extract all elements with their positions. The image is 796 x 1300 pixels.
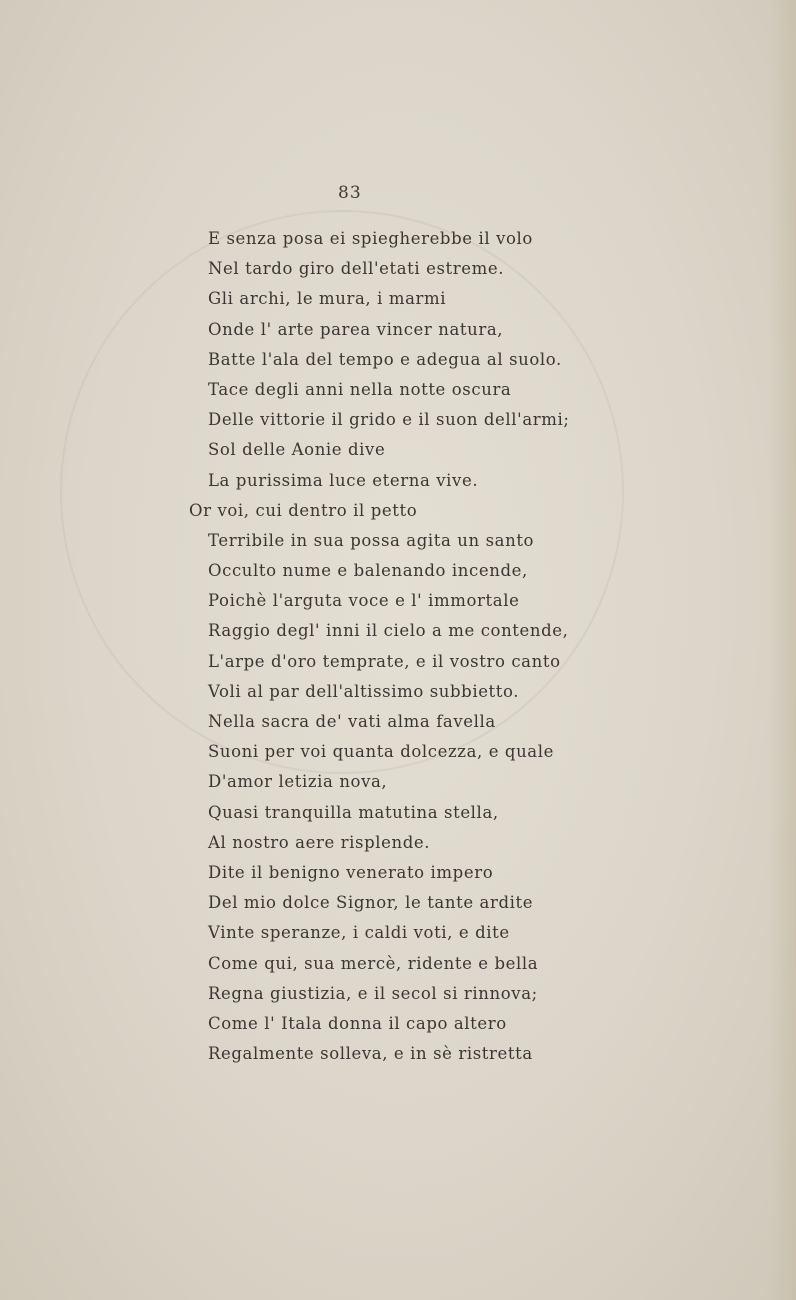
verse-line: Nella sacra de' vati alma favella bbox=[208, 712, 496, 731]
verse-line: Voli al par dell'altissimo subbietto. bbox=[208, 681, 520, 701]
verse-line: Nel tardo giro dell'etati estreme. bbox=[208, 259, 505, 279]
verse-line: Occulto nume e balenando incende, bbox=[208, 561, 528, 581]
verse-line: Del mio dolce Signor, le tante ardite bbox=[208, 893, 534, 913]
verse-line: Or voi, cui dentro il petto bbox=[189, 500, 418, 520]
verse-line: Tace degli anni nella notte oscura bbox=[208, 379, 512, 399]
verse-line: Batte l'ala del tempo e adegua al suolo. bbox=[208, 349, 562, 369]
verse-line: Regalmente solleva, e in sè ristretta bbox=[208, 1044, 533, 1064]
poem-text bbox=[0, 224, 570, 1069]
verse-line: La purissima luce eterna vive. bbox=[208, 470, 479, 490]
verse-line: Vinte speranze, i caldi voti, e dite bbox=[208, 923, 510, 943]
page-number: 83 bbox=[338, 183, 362, 203]
verse-line: Gli archi, le mura, i marmi bbox=[208, 289, 447, 309]
verse-line: Come l' Itala donna il capo altero bbox=[208, 1013, 507, 1033]
verse-line: Quasi tranquilla matutina stella, bbox=[208, 802, 499, 822]
verse-line: Sol delle Aonie dive bbox=[208, 440, 386, 460]
page-edge-shadow bbox=[768, 0, 796, 1300]
verse-line: Al nostro aere risplende. bbox=[208, 832, 431, 852]
verse-line: L'arpe d'oro temprate, e il vostro canto bbox=[208, 651, 561, 671]
verse-line: Poichè l'arguta voce e l' immortale bbox=[208, 591, 520, 611]
verse-line: Dite il benigno venerato impero bbox=[208, 862, 494, 882]
verse-line: Raggio degl' inni il cielo a me contende, bbox=[208, 621, 569, 641]
verse-line: Regna giustizia, e il secol si rinnova; bbox=[208, 983, 538, 1003]
verse-line: Delle vittorie il grido e il suon dell'armi; bbox=[208, 410, 570, 430]
verse-line: E senza posa ei spiegherebbe il volo bbox=[208, 229, 533, 248]
verse-line: Terribile in sua possa agita un santo bbox=[208, 530, 535, 550]
verse-line: D'amor letizia nova, bbox=[208, 772, 388, 792]
verse-line: Come qui, sua mercè, ridente e bella bbox=[208, 953, 539, 973]
verse-line: Onde l' arte parea vincer natura, bbox=[208, 319, 504, 339]
verse-line: Suoni per voi quanta dolcezza, e quale bbox=[208, 742, 554, 762]
